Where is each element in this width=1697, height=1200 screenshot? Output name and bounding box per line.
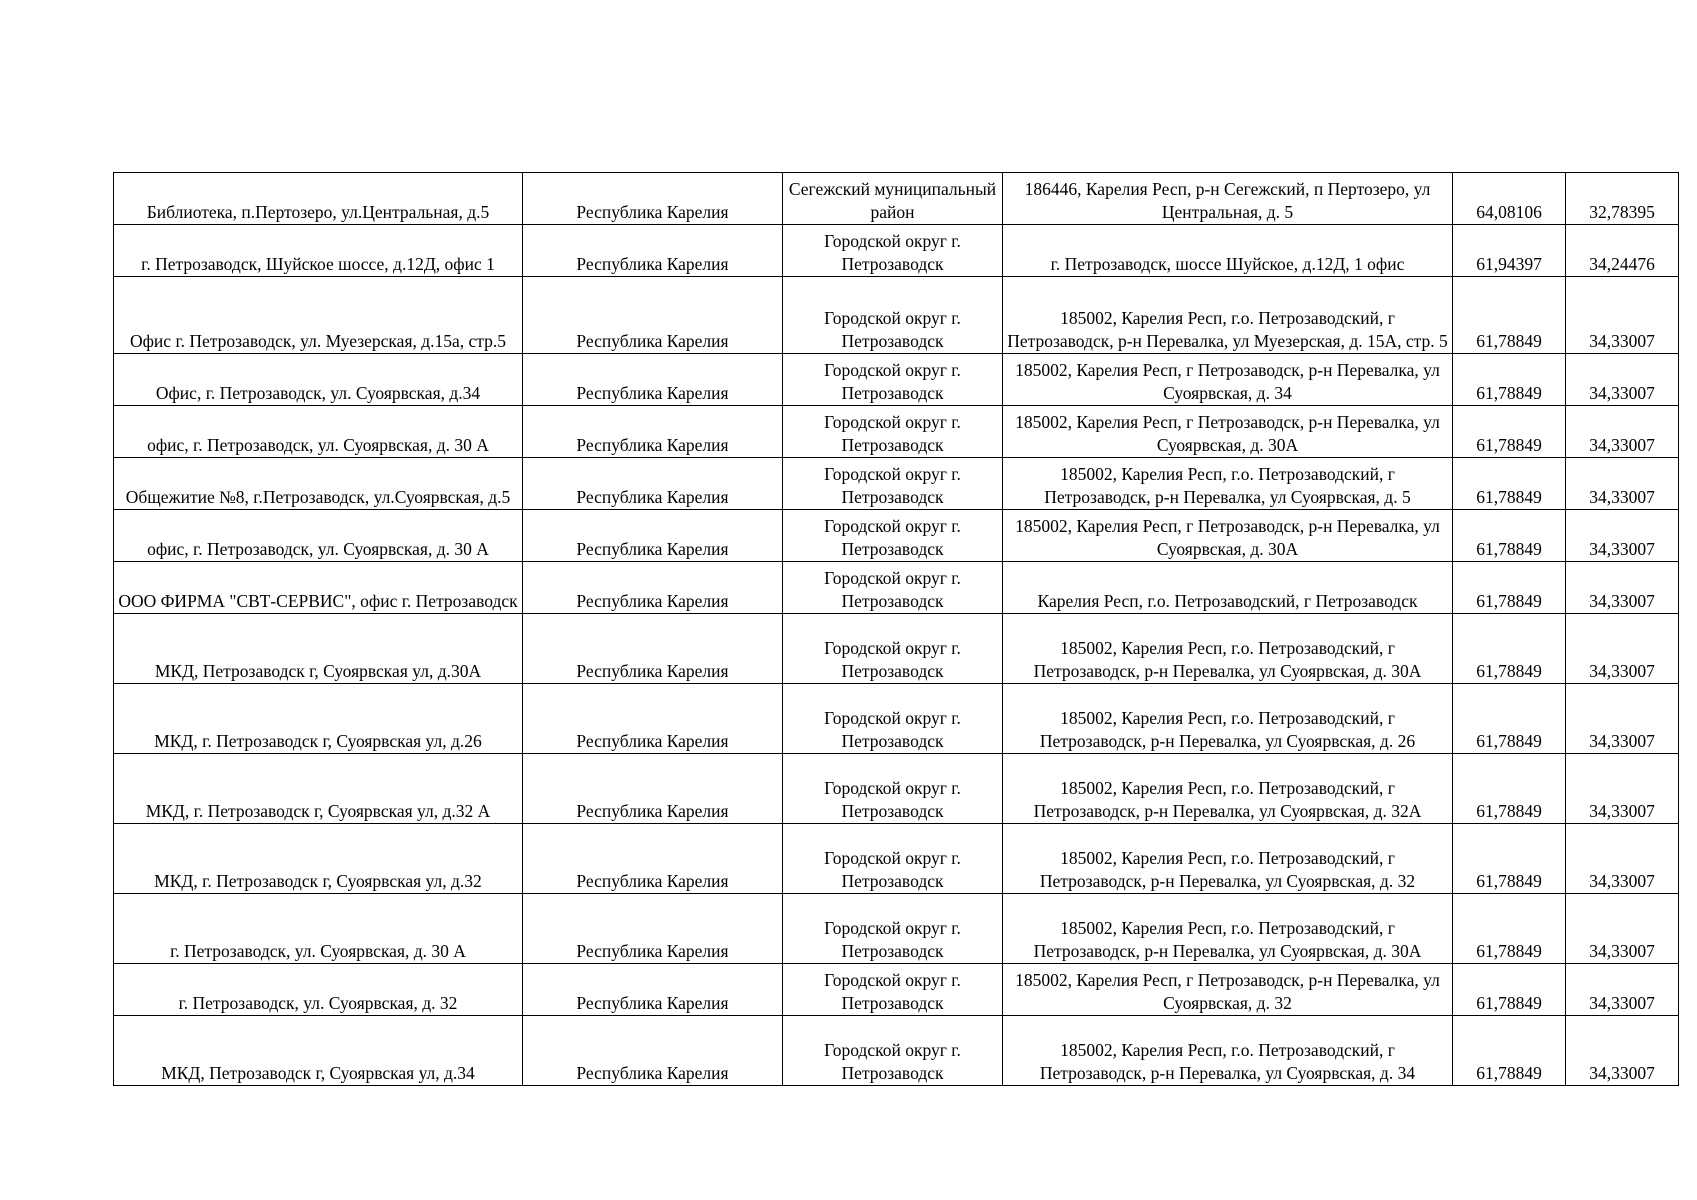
municipality-cell: Городской округ г. Петрозаводск (783, 684, 1003, 754)
latitude-cell: 61,78849 (1453, 964, 1566, 1016)
object-name-cell: г. Петрозаводск, ул. Суоярвская, д. 32 (114, 964, 523, 1016)
table-row (114, 1016, 1679, 1086)
address-cell: 185002, Карелия Респ, г.о. Петрозаводский, г Петрозаводск, р-н Перевалка, ул Суоярвская, д. 30А (1003, 614, 1453, 684)
table-row (114, 562, 1679, 614)
region-cell: Республика Карелия (523, 173, 783, 225)
table-row (114, 964, 1679, 1016)
region-cell: Республика Карелия (523, 964, 783, 1016)
latitude-cell: 61,78849 (1453, 277, 1566, 354)
object-name-cell: офис, г. Петрозаводск, ул. Суоярвская, д. 30 А (114, 406, 523, 458)
object-name-cell: Общежитие №8, г.Петрозаводск, ул.Суоярвская, д.5 (114, 458, 523, 510)
region-cell: Республика Карелия (523, 1016, 783, 1086)
object-name-cell: МКД, г. Петрозаводск г, Суоярвская ул, д.32 (114, 824, 523, 894)
longitude-cell: 34,33007 (1566, 406, 1679, 458)
latitude-cell: 61,78849 (1453, 510, 1566, 562)
longitude-cell: 34,33007 (1566, 458, 1679, 510)
table-row (114, 225, 1679, 277)
longitude-cell: 34,33007 (1566, 562, 1679, 614)
region-cell: Республика Карелия (523, 406, 783, 458)
municipality-cell: Городской округ г. Петрозаводск (783, 406, 1003, 458)
address-cell: 185002, Карелия Респ, г.о. Петрозаводский, г Петрозаводск, р-н Перевалка, ул Суоярвская, д. 32 (1003, 824, 1453, 894)
longitude-cell: 34,33007 (1566, 614, 1679, 684)
table-row (114, 458, 1679, 510)
longitude-cell: 32,78395 (1566, 173, 1679, 225)
longitude-cell: 34,33007 (1566, 277, 1679, 354)
object-name-cell: г. Петрозаводск, ул. Суоярвская, д. 30 А (114, 894, 523, 964)
longitude-cell: 34,33007 (1566, 894, 1679, 964)
longitude-cell: 34,33007 (1566, 754, 1679, 824)
longitude-cell: 34,33007 (1566, 510, 1679, 562)
municipality-cell: Городской округ г. Петрозаводск (783, 562, 1003, 614)
region-cell: Республика Карелия (523, 225, 783, 277)
table-row (114, 754, 1679, 824)
object-name-cell: МКД, Петрозаводск г, Суоярвская ул, д.34 (114, 1016, 523, 1086)
region-cell: Республика Карелия (523, 562, 783, 614)
municipality-cell: Городской округ г. Петрозаводск (783, 1016, 1003, 1086)
table-row (114, 614, 1679, 684)
table-row (114, 406, 1679, 458)
latitude-cell: 61,78849 (1453, 824, 1566, 894)
longitude-cell: 34,33007 (1566, 354, 1679, 406)
region-cell: Республика Карелия (523, 510, 783, 562)
address-cell: 185002, Карелия Респ, г.о. Петрозаводский, г Петрозаводск, р-н Перевалка, ул Суоярвская, д. 34 (1003, 1016, 1453, 1086)
latitude-cell: 61,78849 (1453, 406, 1566, 458)
address-cell: 186446, Карелия Респ, р-н Сегежский, п Пертозеро, ул Центральная, д. 5 (1003, 173, 1453, 225)
latitude-cell: 61,78849 (1453, 354, 1566, 406)
address-cell: г. Петрозаводск, шоссе Шуйское, д.12Д, 1 офис (1003, 225, 1453, 277)
table-row (114, 173, 1679, 225)
region-cell: Республика Карелия (523, 354, 783, 406)
municipality-cell: Городской округ г. Петрозаводск (783, 458, 1003, 510)
municipality-cell: Городской округ г. Петрозаводск (783, 964, 1003, 1016)
object-name-cell: офис, г. Петрозаводск, ул. Суоярвская, д. 30 А (114, 510, 523, 562)
address-cell: 185002, Карелия Респ, г.о. Петрозаводский, г Петрозаводск, р-н Перевалка, ул Муезерская, д. 15А, стр. 5 (1003, 277, 1453, 354)
object-name-cell: г. Петрозаводск, Шуйское шоссе, д.12Д, офис 1 (114, 225, 523, 277)
latitude-cell: 61,94397 (1453, 225, 1566, 277)
latitude-cell: 61,78849 (1453, 562, 1566, 614)
address-cell: 185002, Карелия Респ, г Петрозаводск, р-н Перевалка, ул Суоярвская, д. 32 (1003, 964, 1453, 1016)
region-cell: Республика Карелия (523, 458, 783, 510)
region-cell: Республика Карелия (523, 684, 783, 754)
address-cell: 185002, Карелия Респ, г.о. Петрозаводский, г Петрозаводск, р-н Перевалка, ул Суоярвская, д. 5 (1003, 458, 1453, 510)
address-cell: 185002, Карелия Респ, г Петрозаводск, р-н Перевалка, ул Суоярвская, д. 30А (1003, 510, 1453, 562)
address-cell: 185002, Карелия Респ, г Петрозаводск, р-н Перевалка, ул Суоярвская, д. 34 (1003, 354, 1453, 406)
latitude-cell: 61,78849 (1453, 754, 1566, 824)
table-row (114, 510, 1679, 562)
table-row (114, 894, 1679, 964)
object-name-cell: Библиотека, п.Пертозеро, ул.Центральная, д.5 (114, 173, 523, 225)
municipality-cell: Городской округ г. Петрозаводск (783, 754, 1003, 824)
table-row (114, 354, 1679, 406)
region-cell: Республика Карелия (523, 754, 783, 824)
object-name-cell: МКД, г. Петрозаводск г, Суоярвская ул, д.26 (114, 684, 523, 754)
object-name-cell: ООО ФИРМА "СВТ-СЕРВИС", офис г. Петрозаводск (114, 562, 523, 614)
municipality-cell: Городской округ г. Петрозаводск (783, 277, 1003, 354)
region-cell: Республика Карелия (523, 277, 783, 354)
locations-table (113, 172, 1679, 1086)
object-name-cell: МКД, Петрозаводск г, Суоярвская ул, д.30А (114, 614, 523, 684)
address-cell: 185002, Карелия Респ, г.о. Петрозаводский, г Петрозаводск, р-н Перевалка, ул Суоярвская, д. 30А (1003, 894, 1453, 964)
longitude-cell: 34,33007 (1566, 1016, 1679, 1086)
table-row (114, 684, 1679, 754)
longitude-cell: 34,24476 (1566, 225, 1679, 277)
municipality-cell: Городской округ г. Петрозаводск (783, 614, 1003, 684)
object-name-cell: Офис г. Петрозаводск, ул. Муезерская, д.15а, стр.5 (114, 277, 523, 354)
longitude-cell: 34,33007 (1566, 824, 1679, 894)
latitude-cell: 61,78849 (1453, 684, 1566, 754)
object-name-cell: МКД, г. Петрозаводск г, Суоярвская ул, д.32 А (114, 754, 523, 824)
latitude-cell: 61,78849 (1453, 1016, 1566, 1086)
address-cell: 185002, Карелия Респ, г.о. Петрозаводский, г Петрозаводск, р-н Перевалка, ул Суоярвская, д. 32А (1003, 754, 1453, 824)
longitude-cell: 34,33007 (1566, 964, 1679, 1016)
address-cell: 185002, Карелия Респ, г.о. Петрозаводский, г Петрозаводск, р-н Перевалка, ул Суоярвская, д. 26 (1003, 684, 1453, 754)
region-cell: Республика Карелия (523, 824, 783, 894)
table-row (114, 824, 1679, 894)
table-row (114, 277, 1679, 354)
municipality-cell: Сегежский муниципальный район (783, 173, 1003, 225)
municipality-cell: Городской округ г. Петрозаводск (783, 510, 1003, 562)
municipality-cell: Городской округ г. Петрозаводск (783, 894, 1003, 964)
municipality-cell: Городской округ г. Петрозаводск (783, 354, 1003, 406)
object-name-cell: Офис, г. Петрозаводск, ул. Суоярвская, д.34 (114, 354, 523, 406)
latitude-cell: 61,78849 (1453, 458, 1566, 510)
latitude-cell: 61,78849 (1453, 614, 1566, 684)
latitude-cell: 64,08106 (1453, 173, 1566, 225)
longitude-cell: 34,33007 (1566, 684, 1679, 754)
municipality-cell: Городской округ г. Петрозаводск (783, 225, 1003, 277)
municipality-cell: Городской округ г. Петрозаводск (783, 824, 1003, 894)
region-cell: Республика Карелия (523, 614, 783, 684)
address-cell: Карелия Респ, г.о. Петрозаводский, г Петрозаводск (1003, 562, 1453, 614)
region-cell: Республика Карелия (523, 894, 783, 964)
address-cell: 185002, Карелия Респ, г Петрозаводск, р-н Перевалка, ул Суоярвская, д. 30А (1003, 406, 1453, 458)
latitude-cell: 61,78849 (1453, 894, 1566, 964)
